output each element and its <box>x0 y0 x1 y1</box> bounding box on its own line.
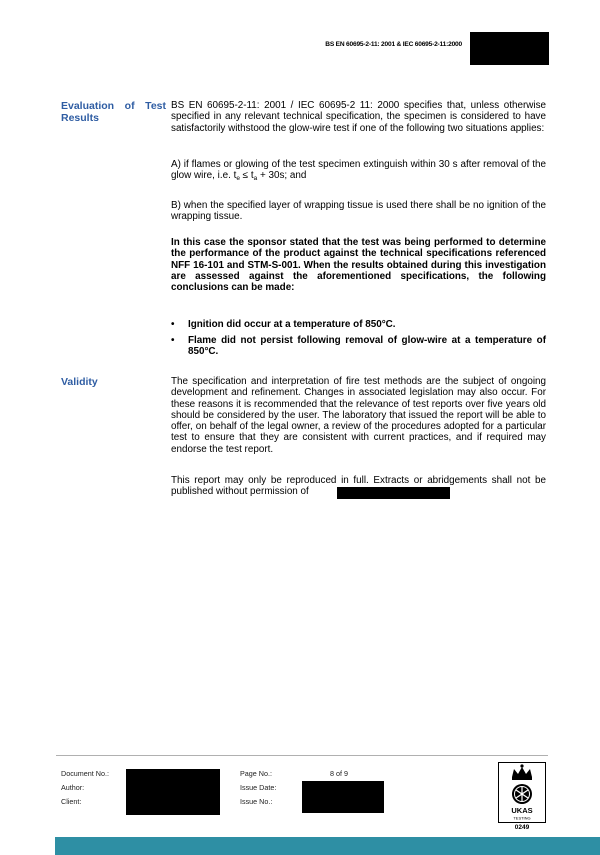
bullet-symbol: • <box>171 335 175 346</box>
ukas-mark-text: UKAS <box>511 806 533 815</box>
condition-a-sub-a: a <box>253 175 258 183</box>
conclusion-text: Flame did not persist following removal of glow-wire at a temperature of 850°C. <box>188 335 546 358</box>
condition-a-sub-e: e <box>236 175 240 183</box>
page-no-value: 8 of 9 <box>330 769 348 778</box>
redacted-owner-name <box>337 487 450 499</box>
condition-a-suffix: + 30s; and <box>257 170 307 182</box>
redacted-document-details <box>126 769 220 815</box>
issue-date-label: Issue Date: <box>240 783 277 792</box>
redacted-issue-details <box>302 781 384 813</box>
accreditation-number: 0249 <box>514 824 530 831</box>
document-no-label: Document No.: <box>61 769 109 778</box>
evaluation-intro: BS EN 60695-2-11: 2001 / IEC 60695-2 11: 2000 specifies that, unless otherwise specified in any relevant technical specification, the specimen is considered to have satisfactorily withstood the glow-wire test if one of the following two situations applies: <box>171 100 546 134</box>
validity-section-label: Validity <box>61 376 98 388</box>
conclusion-text: Ignition did occur at a temperature of 850°C. <box>188 319 396 330</box>
ukas-testing-text: TESTING <box>513 815 531 821</box>
condition-a <box>171 159 546 182</box>
condition-a-mid: ≤ t <box>239 170 254 182</box>
redacted-header-block <box>470 32 549 65</box>
standard-reference: BS EN 60695-2-11: 2001 & IEC 60695-2-11:2000 <box>325 41 462 48</box>
author-label: Author: <box>61 783 85 792</box>
evaluation-section-label: Evaluation of Test Results <box>61 100 166 124</box>
issue-no-label: Issue No.: <box>240 797 273 806</box>
condition-a-prefix: A) if flames or glowing of the test specimen extinguish within 30 s after removal of the glow wire, i.e. t <box>171 159 546 182</box>
validity-text: The specification and interpretation of fire test methods are the subject of ongoing development and refinement. Changes in associated legislation may also occur. For these reasons it is recommended that the relevance of test reports over five years old should be considered by the user. The laboratory that issued the report will be able to offer, on behalf of the legal owner, a review of the procedures adopted for a particular test to ensure that they are consistent with current practices, and if required may endorse the test report. <box>171 376 546 455</box>
page-no-label: Page No.: <box>240 769 272 778</box>
footer-divider <box>56 755 548 756</box>
reproduction-text: This report may only be reproduced in full. Extracts or abridgements shall not be published without permission of <box>171 475 546 498</box>
footer-color-bar <box>55 837 600 855</box>
ukas-testing-logo <box>498 762 546 823</box>
sponsor-statement: In this case the sponsor stated that the test was being performed to determine the performance of the product against the technical specifications referenced NFF 16-101 and STM-S-001. When the results obtained during this investigation are assessed against the aforementioned specifications, the following conclusions can be made: <box>171 237 546 294</box>
bullet-symbol: • <box>171 319 175 330</box>
condition-b: B) when the specified layer of wrapping tissue is used there shall be no ignition of the wrapping tissue. <box>171 200 546 223</box>
client-label: Client: <box>61 797 82 806</box>
